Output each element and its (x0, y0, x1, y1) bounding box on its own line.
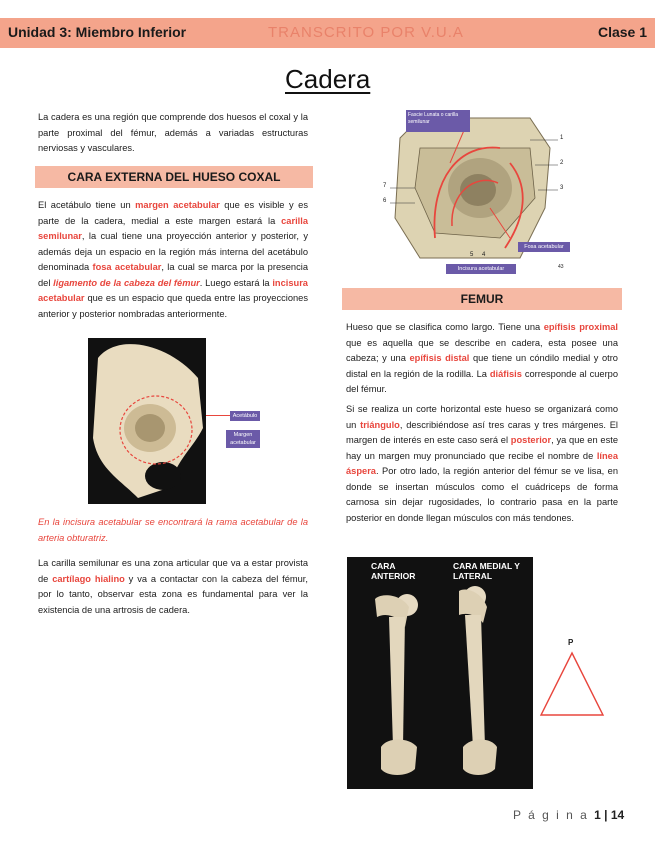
acetabulo-pointer (206, 415, 230, 416)
incisura-caption: En la incisura acetabular se encontrará la rama acetabular de la arteria obturatriz. (38, 517, 308, 543)
fig-number-1: 1 (560, 135, 564, 141)
fosa-label: Fosa acetabular (518, 242, 570, 252)
femur-paragraph-1: Hueso que se clasifica como largo. Tiene una epífisis proximal que es aquella que se describe en cadera, esta posee una cabeza; y una epífisis distal que tiene un cóndilo medial y otro distal en la región de la rodilla. La diáfisis corresponde al cuerpo del fémur. (346, 322, 619, 394)
fascie-lunata-label: Fascie Lunata o carilla semilunar (406, 110, 470, 132)
fig-number-7: 7 (383, 183, 387, 189)
fig-number-5: 5 (470, 252, 474, 258)
transcriber-credit: TRANSCRITO POR V.U.A (268, 24, 464, 41)
page-header (0, 18, 655, 48)
femur-paragraph-2: Si se realiza un corte horizontal este hueso se organizará como un triángulo, describiéndose así tres caras y tres márgenes. El margen de interés en este caso será el posterior, ya que en este hay un margen muy pronunciado que recibe el nombre de línea áspera. Por otro lado, la región anterior del fémur se ve lisa, en donde se insertan músculos como el cuádriceps de forma carnosa sin dejar rugosidades, lo contrario pasa en la parte posterior en donde llegan músculos con más tendones. (346, 404, 618, 523)
acetabulum-paragraph: El acetábulo tiene un margen acetabular que es visible y es parte de la cadera, medial a este margen estará la carilla semilunar, la cual tiene una proyección anterior y posterior, y además deja un espacio en la región más interna del acetábulo denominada fosa acetabular, la cual se marca por la presencia del ligamento de la cabeza del fémur. Luego estará la incisura acetabular que es un espacio que queda entre las proyecciones anterior y posterior nombradas anteriormente. (38, 200, 308, 319)
section-heading-femur: FEMUR (342, 288, 622, 310)
unit-title: Unidad 3: Miembro Inferior (8, 24, 187, 40)
cara-anterior-label: CARA ANTERIOR (371, 561, 416, 581)
triangle-diagram (537, 638, 607, 720)
page-title: Cadera (285, 64, 371, 94)
incisura-label: Incisura acetabular (446, 264, 516, 274)
class-label: Clase 1 (597, 24, 647, 40)
margen-label: Margen acetabular (226, 430, 260, 448)
page-number: P á g i n a 1 | 14 (513, 808, 625, 822)
intro-paragraph: La cadera es una región que comprende dos huesos el coxal y la parte proximal del fémur, además a variadas estructuras nerviosas y vasculares. (38, 112, 308, 153)
fig-corner-number: 43 (558, 264, 564, 270)
acetabulo-label: Acetábulo (230, 411, 260, 421)
fig-number-6: 6 (383, 198, 387, 204)
section-heading-coxal: CARA EXTERNA DEL HUESO COXAL (35, 166, 313, 188)
fig-number-4: 4 (482, 252, 486, 258)
fig-number-2: 2 (560, 160, 564, 166)
hip-bone-photo (88, 338, 206, 504)
femur-photo (347, 557, 533, 789)
fig-number-3: 3 (560, 185, 564, 191)
triangle-label: P (568, 638, 574, 647)
acetabulum-figure (380, 108, 570, 276)
cara-medial-lateral-label: CARA MEDIAL Y LATERAL (453, 561, 520, 581)
carilla-paragraph: La carilla semilunar es una zona articular que va a estar provista de cartílago hialino y va a contactar con la cabeza del fémur, por lo tanto, observar esta zona es fundamental para ver la existencia de una artrosis de cadera. (38, 558, 308, 615)
